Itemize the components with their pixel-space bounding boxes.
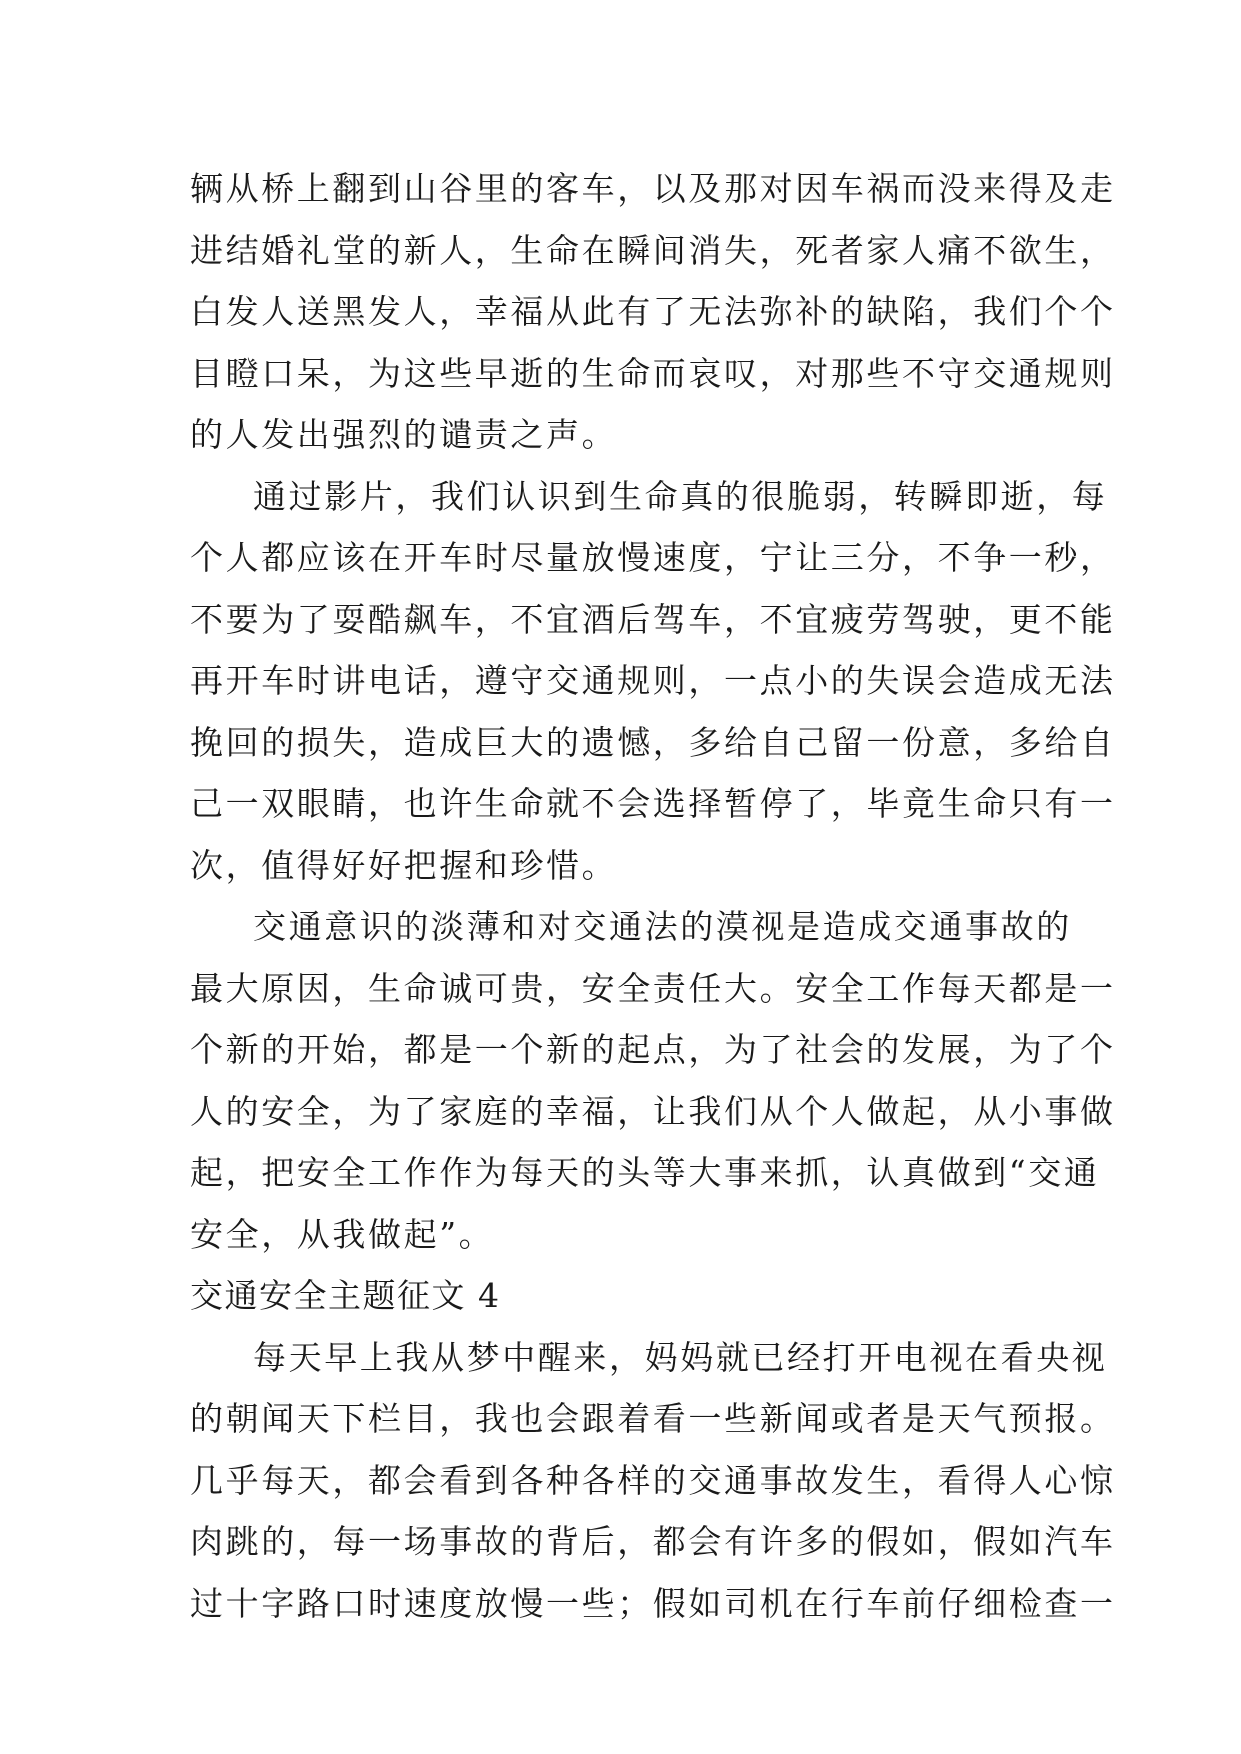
paragraph-3 bbox=[190, 896, 1116, 1265]
section-heading-text: 交通安全主题征文 4 bbox=[190, 1276, 501, 1315]
paragraph-line: 人的安全，为了家庭的幸福，让我们从个人做起，从小事做 bbox=[190, 1091, 1116, 1131]
paragraph-line: 再开车时讲电话，遵守交通规则，一点小的失误会造成无法 bbox=[190, 661, 1116, 700]
paragraph-line: 次，值得好好把握和珍惜。 bbox=[190, 845, 618, 885]
paragraph-line: 辆从桥上翻到山谷里的客车，以及那对因车祸而没来得及走 bbox=[190, 169, 1116, 208]
paragraph-line: 肉跳的，每一场事故的背后，都会有许多的假如，假如汽车 bbox=[190, 1522, 1116, 1561]
paragraph-line: 个新的开始，都是一个新的起点，为了社会的发展，为了个 bbox=[190, 1030, 1116, 1069]
paragraph-line: 过十字路口时速度放慢一些；假如司机在行车前仔细检查一 bbox=[190, 1583, 1116, 1623]
paragraph-line: 不要为了耍酷飙车，不宜酒后驾车，不宜疲劳驾驶，更不能 bbox=[190, 599, 1116, 639]
document-body bbox=[190, 158, 1116, 1634]
paragraph-line: 己一双眼睛，也许生命就不会选择暂停了，毕竟生命只有一 bbox=[190, 784, 1116, 823]
paragraph-line: 个人都应该在开车时尽量放慢速度，宁让三分，不争一秒， bbox=[190, 538, 1116, 577]
paragraph-line: 挽回的损失，造成巨大的遗憾，多给自己留一份意，多给自 bbox=[190, 722, 1116, 762]
paragraph-line: 白发人送黑发人，幸福从此有了无法弥补的缺陷，我们个个 bbox=[190, 292, 1116, 331]
paragraph-line: 通过影片，我们认识到生命真的很脆弱，转瞬即逝，每 bbox=[253, 476, 1108, 516]
paragraph-line: 最大原因，生命诚可贵，安全责任大。安全工作每天都是一 bbox=[190, 968, 1116, 1008]
paragraph-line: 的朝闻天下栏目，我也会跟着看一些新闻或者是天气预报。 bbox=[190, 1399, 1116, 1438]
paragraph-line: 交通意识的淡薄和对交通法的漠视是造成交通事故的 bbox=[253, 907, 1072, 946]
paragraph-2 bbox=[190, 466, 1116, 897]
paragraph-4 bbox=[190, 1327, 1116, 1635]
paragraph-line: 目瞪口呆，为这些早逝的生命而哀叹，对那些不守交通规则 bbox=[190, 353, 1116, 393]
paragraph-line: 进结婚礼堂的新人，生命在瞬间消失，死者家人痛不欲生， bbox=[190, 230, 1116, 270]
paragraph-line: 每天早上我从梦中醒来，妈妈就已经打开电视在看央视 bbox=[253, 1337, 1108, 1377]
paragraph-line: 安全，从我做起”。 bbox=[190, 1214, 495, 1254]
paragraph-line: 几乎每天，都会看到各种各样的交通事故发生，看得人心惊 bbox=[190, 1460, 1116, 1500]
paragraph-1 bbox=[190, 158, 1116, 466]
paragraph-line: 的人发出强烈的谴责之声。 bbox=[190, 415, 618, 454]
paragraph-line: 起，把安全工作作为每天的头等大事来抓，认真做到“交通 bbox=[190, 1153, 1100, 1192]
section-heading bbox=[190, 1265, 1070, 1327]
